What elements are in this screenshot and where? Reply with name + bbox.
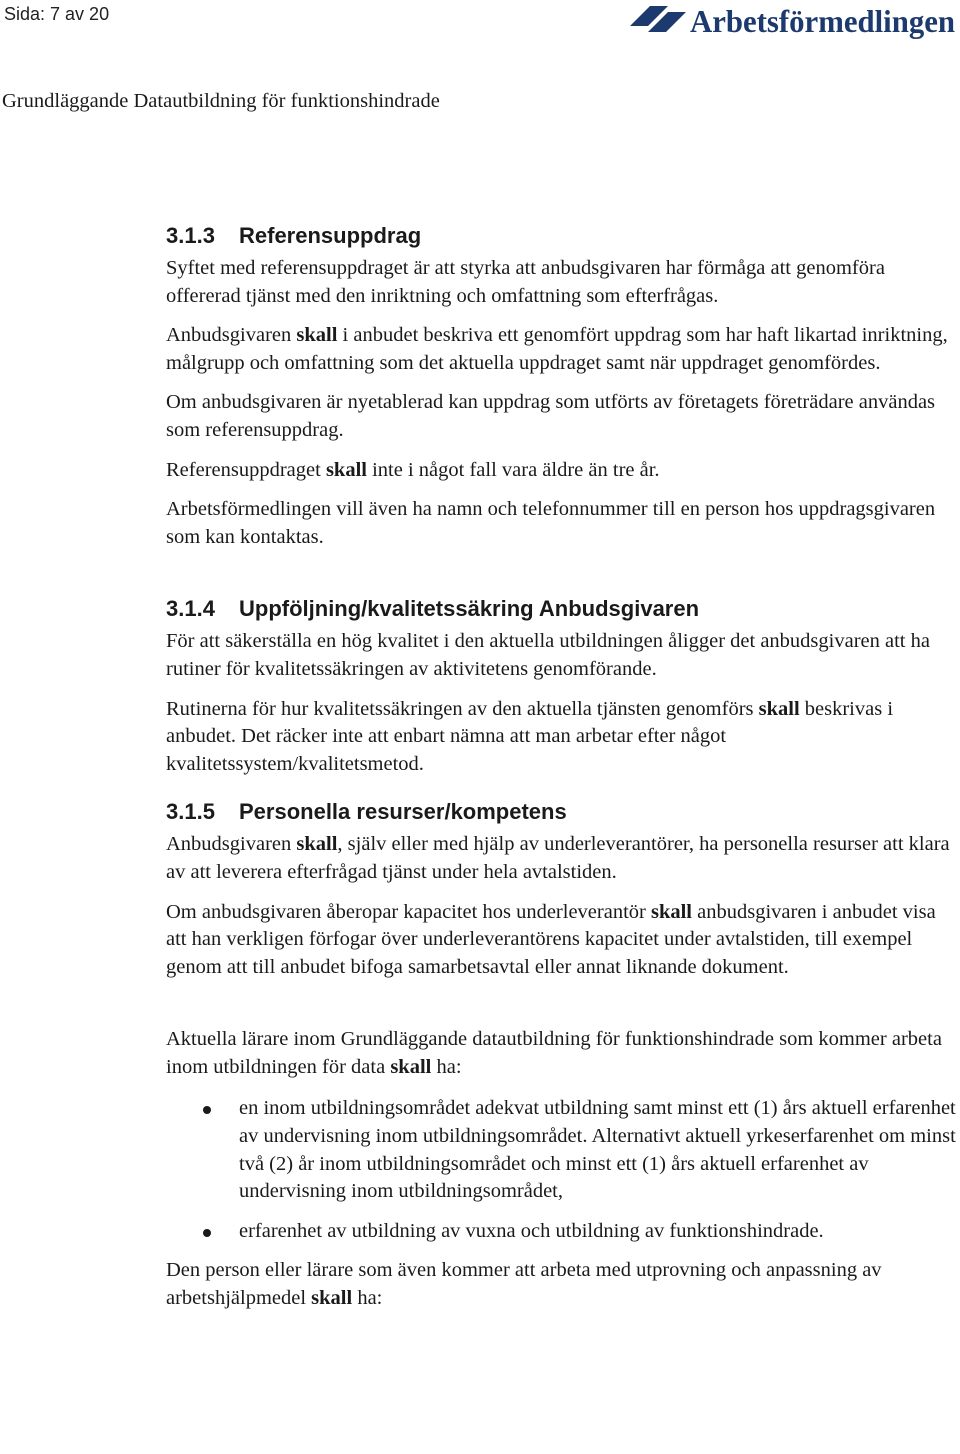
logo-mark-icon [630,6,686,32]
paragraph: Arbetsförmedlingen vill även ha namn och telefonnummer till en person hos uppdragsgivaren som kan kontaktas. [166,498,936,548]
section-3-1-3 [166,222,958,551]
paragraph: Den person eller lärare som även kommer att arbeta med utprovning och anpassning av arbetshjälpmedel skall ha: [166,1259,882,1310]
bullet-list [166,1095,958,1245]
bullet-icon [203,1106,211,1114]
page-number: Sida: 7 av 20 [4,4,110,24]
teacher-requirements [166,1026,958,1312]
section-title: Personella resurser/kompetens [239,799,567,825]
paragraph: Rutinerna för hur kvalitetssäkringen av den aktuella tjänsten genomförs skall beskrivas i anbudet. Det räcker inte att enbart nämna att man arbetar efter något kvalitetssystem/kvalitetsmetod. [166,697,894,775]
paragraph: Referensuppdraget skall inte i något fall vara äldre än tre år. [166,458,660,481]
section-heading [166,798,958,826]
section-3-1-4 [166,595,958,778]
arbetsformedlingen-logo [628,0,958,42]
document-body [166,222,958,1325]
paragraph: Aktuella lärare inom Grundläggande datautbildning för funktionshindrade som kommer arbeta inom utbildningen för data skall ha: [166,1028,942,1078]
section-title: Uppföljning/kvalitetssäkring Anbudsgivaren [239,596,700,622]
section-number: 3.1.3 [166,223,215,248]
paragraph: För att säkerställa en hög kvalitet i den aktuella utbildningen åligger det anbudsgivaren att ha rutiner för kvalitetssäkringen av aktivitetens genomförande. [166,630,930,680]
paragraph: Anbudsgivaren skall i anbudet beskriva ett genomfört uppdrag som har haft likartad inriktning, målgrupp och omfattning som det aktuella uppdraget samt när uppdraget genomfördes. [166,324,948,374]
paragraph: Om anbudsgivaren åberopar kapacitet hos underleverantör skall anbudsgivaren i anbudet visa att han verkligen förfogar över underleverantörens kapacitet under avtalstiden, till exempel genom att till anbudet bifoga samarbetsavtal eller annat liknande dokument. [166,900,936,978]
section-title: Referensuppdrag [239,223,422,248]
list-item: erfarenhet av utbildning av vuxna och utbildning av funktionshindrade. [166,1218,958,1246]
section-number: 3.1.4 [166,596,215,622]
list-item: en inom utbildningsområdet adekvat utbildning samt minst ett (1) års aktuell erfarenhet av undervisning inom utbildningsområdet. Alternativt aktuell yrkeserfarenhet om minst två (2) år inom utbildningsområdet och minst ett (1) års aktuell erfarenhet av undervisning inom utbildningsområdet, [166,1095,958,1205]
section-3-1-5 [166,798,958,981]
paragraph: Anbudsgivaren skall, själv eller med hjälp av underleverantörer, ha personella resurser att klara av att leverera efterfrågad tjänst under hela avtalstiden. [166,833,950,883]
paragraph: Om anbudsgivaren är nyetablerad kan uppdrag som utförts av företagets företrädare användas som referensuppdrag. [166,391,936,441]
section-heading [166,595,958,623]
bullet-icon [203,1229,211,1237]
section-heading [166,222,958,250]
paragraph: Syftet med referensuppdraget är att styrka att anbudsgivaren har förmåga att genomföra offererad tjänst med den inriktning och omfattning som efterfrågas. [166,257,885,307]
document-title: Grundläggande Datautbildning för funktionshindrade [2,90,440,112]
logo-text: Arbetsförmedlingen [690,3,956,39]
section-number: 3.1.5 [166,799,215,825]
